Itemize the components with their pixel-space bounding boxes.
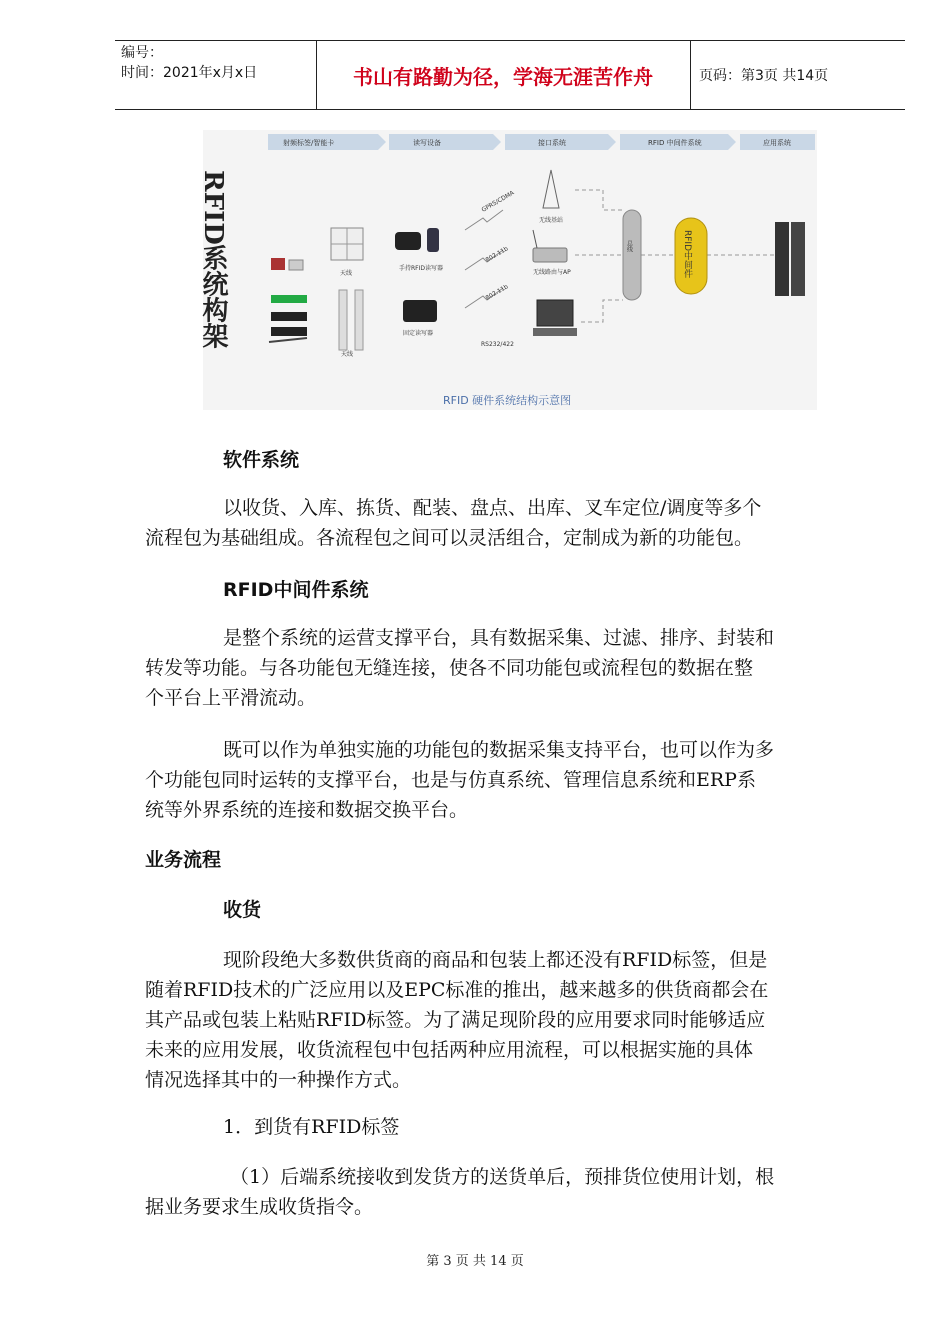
tag-icon [271, 327, 307, 336]
gate-antenna-icon [355, 290, 363, 350]
middleware-text-line: 转发等功能。与各功能包无缝连接，使各不同功能包或流程包的数据在整 [145, 657, 754, 679]
receiving-text-line: 现阶段绝大多数供货商的商品和包装上都还没有RFID标签，但是 [223, 949, 768, 971]
page-indicator: 页码：第3页 共14页 [699, 68, 829, 84]
bus-label: 总线 [625, 240, 633, 252]
computer-keyboard-icon [533, 328, 577, 336]
tag-icon [271, 312, 307, 321]
tag-icon [269, 338, 307, 342]
handheld-reader-icon [395, 232, 421, 250]
stage-label: 接口系统 [538, 139, 566, 147]
receiving-text-line: 未来的应用发展，收货流程包中包括两种应用流程，可以根据实施的具体 [145, 1039, 754, 1061]
time-label: 时间：2021年x月x日 [121, 65, 258, 81]
fixed-reader-icon [403, 300, 437, 322]
stage-label: RFID 中间件系统 [648, 139, 702, 147]
stage-label: 读写设备 [413, 139, 441, 147]
gate-antenna-icon [339, 290, 347, 350]
receiving-text-line: 随着RFID技术的广泛应用以及EPC标准的推出，越来越多的供货商都会在 [145, 979, 769, 1001]
page-footer: 第 3 页 共 14 页 [426, 1254, 524, 1269]
connection-line [581, 300, 623, 322]
number-label: 编号： [121, 45, 163, 61]
stage-banner [268, 134, 815, 150]
computer-icon [537, 300, 573, 326]
middleware-text-line: 个平台上平滑流动。 [145, 687, 317, 709]
middleware-text-line: 个功能包同时运转的支撑平台，也是与仿真系统、管理信息系统和ERP系 [145, 769, 756, 791]
access-point-antenna [533, 230, 537, 248]
motto: 书山有路勤为径，学海无涯苦作舟 [353, 65, 653, 89]
card-icon [289, 260, 303, 270]
server-rack [775, 222, 789, 296]
page-header [115, 40, 905, 110]
access-point-icon [533, 248, 567, 262]
rfid-architecture-figure [198, 130, 817, 410]
stage-label: 射频标签/智能卡 [283, 139, 335, 147]
divider [690, 41, 691, 109]
middleware-text-line: 统等外界系统的连接和数据交换平台。 [145, 799, 469, 821]
receiving-text-line: 情况选择其中的一种操作方式。 [145, 1069, 412, 1091]
gprs-label: GPRS/CDMA [480, 189, 516, 214]
list-item-heading: 1．到货有RFID标签 [223, 1116, 400, 1138]
interface-devices [533, 170, 577, 336]
server-rack [791, 222, 805, 296]
tag-icon [271, 295, 307, 303]
figure-caption: RFID 硬件系统结构示意图 [443, 394, 572, 407]
software-text-line: 以收货、入库、拣货、配装、盘点、出库、叉车定位/调度等多个 [223, 497, 762, 519]
antenna2-label: 天线 [341, 351, 354, 358]
middleware-text-line: 是整个系统的运营支撑平台，具有数据采集、过滤、排序、封装和 [223, 627, 775, 649]
base-station-label: 无线基站 [539, 217, 564, 224]
readers [331, 228, 443, 358]
receiving-text-line: 其产品或包装上粘贴RFID标签。为了满足现阶段的应用要求同时能够适应 [145, 1009, 766, 1031]
stage-arrow [389, 134, 501, 150]
base-station-icon [543, 170, 559, 208]
figure-drawing [198, 130, 817, 410]
bus-icon [623, 210, 641, 300]
header-meta [121, 43, 317, 83]
middleware-title: RFID中间件系统 [223, 579, 369, 601]
middleware-label: RFID中间件 [682, 230, 692, 279]
stage-label: 应用系统 [763, 139, 791, 147]
rs-label: RS232/422 [481, 341, 514, 348]
rfid-tags [269, 258, 307, 342]
ap-label: 无线路由与AP [533, 269, 571, 276]
server-icon [775, 222, 805, 296]
handheld-label: 手持RFID读写器 [399, 265, 444, 272]
software-text-line: 流程包为基础组成。各流程包之间可以灵活组合，定制成为新的功能包。 [145, 527, 754, 549]
handheld-reader-icon [427, 228, 439, 252]
middleware-text-line: 既可以作为单独实施的功能包的数据采集支持平台，也可以作为多 [223, 739, 775, 761]
antenna-label: 天线 [340, 270, 353, 277]
step-text-line: （1）后端系统接收到发货方的送货单后，预排货位使用计划，根 [230, 1166, 775, 1188]
receiving-title: 收货 [223, 899, 262, 921]
tag-icon [271, 258, 285, 270]
step-text-line: 据业务要求生成收货指令。 [145, 1196, 374, 1218]
figure-vertical-title: RFID系统构架 [198, 170, 228, 349]
business-title: 业务流程 [145, 849, 222, 871]
connection-line [575, 190, 623, 210]
software-title: 软件系统 [223, 449, 300, 471]
wlan2-label: 802.11b [484, 283, 510, 302]
fixed-reader-label: 固定读写器 [403, 330, 434, 337]
wlan-label: 802.11b [484, 245, 510, 264]
